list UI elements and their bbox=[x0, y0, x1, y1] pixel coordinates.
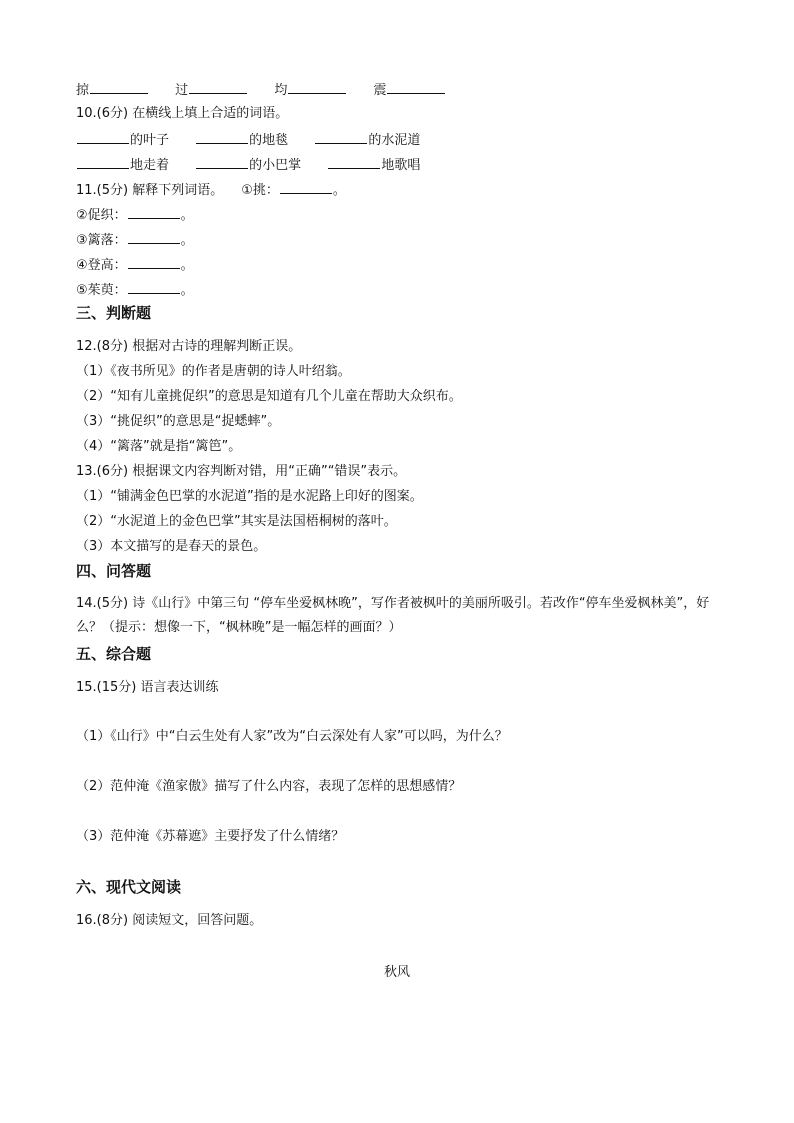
q11-term: ①挑： bbox=[241, 183, 279, 198]
answer-blank[interactable] bbox=[189, 79, 247, 94]
q10-word: 的叶子 bbox=[130, 133, 170, 148]
q12-item: （3）“挑促织”的意思是“捉蟋蟀”。 bbox=[76, 414, 281, 429]
answer-blank[interactable] bbox=[196, 154, 248, 169]
q13-item: （3）本文描写的是春天的景色。 bbox=[76, 539, 267, 554]
q11-term: ④登高： bbox=[76, 258, 127, 273]
answer-blank[interactable] bbox=[315, 129, 367, 144]
answer-blank[interactable] bbox=[77, 154, 129, 169]
q12-stem: 12.(8分) 根据对古诗的理解判断正误。 bbox=[76, 339, 302, 354]
q11-period: 。 bbox=[332, 183, 346, 198]
q16-stem: 16.(8分) 阅读短文，回答问题。 bbox=[76, 913, 263, 928]
q11-period: 。 bbox=[180, 283, 194, 298]
q13-item: （1）“铺满金色巴掌的水泥道”指的是水泥路上印好的图案。 bbox=[76, 489, 423, 504]
answer-blank[interactable] bbox=[77, 129, 129, 144]
answer-blank[interactable] bbox=[128, 254, 180, 269]
answer-blank[interactable] bbox=[128, 229, 180, 244]
q11-item bbox=[76, 229, 194, 251]
answer-blank[interactable] bbox=[196, 129, 248, 144]
q12-item: （1）《夜书所见》的作者是唐朝的诗人叶绍翁。 bbox=[76, 364, 351, 379]
section-title: 四、问答题 bbox=[76, 562, 152, 580]
q12-item: （2）“知有儿童挑促织”的意思是知道有几个儿童在帮助大众织布。 bbox=[76, 389, 462, 404]
q11-term: ⑤茱萸： bbox=[76, 283, 127, 298]
q11-period: 。 bbox=[180, 233, 194, 248]
q12-item: （4）“篱落”就是指“篱笆”。 bbox=[76, 439, 242, 454]
q10-row-2 bbox=[76, 154, 420, 176]
q15-item: （1）《山行》中“白云生处有人家”改为“白云深处有人家”可以吗，为什么？ bbox=[76, 729, 508, 744]
q11-item bbox=[76, 254, 194, 276]
answer-blank[interactable] bbox=[90, 79, 148, 94]
q9-char-1: 掠 bbox=[76, 83, 90, 98]
section-title: 六、现代文阅读 bbox=[76, 878, 182, 896]
q11-item bbox=[76, 204, 194, 226]
q9-char-4: 震 bbox=[373, 83, 387, 98]
answer-blank[interactable] bbox=[128, 279, 180, 294]
article-title: 秋风 bbox=[383, 965, 410, 980]
q11-stem: 11.(5分) 解释下列词语。 bbox=[76, 183, 224, 198]
q11-term: ③篱落： bbox=[76, 233, 127, 248]
answer-blank[interactable] bbox=[387, 79, 445, 94]
q9-word-row bbox=[76, 79, 446, 101]
q10-row-1 bbox=[76, 129, 420, 151]
q10-word: 的小巴掌 bbox=[249, 158, 302, 173]
q14-text: 14.(5分) 诗《山行》中第三句 “停车坐爱枫林晚”，写作者被枫叶的美丽所吸引。若改作“停车坐爱枫林美”，好么？（提示：想像一下，“枫林晚”是一幅怎样的画面？） bbox=[76, 596, 710, 635]
q13-stem: 13.(6分) 根据课文内容判断对错，用“正确”“错误”表示。 bbox=[76, 464, 407, 479]
answer-blank[interactable] bbox=[288, 79, 346, 94]
section-title: 三、判断题 bbox=[76, 304, 152, 322]
q11-period: 。 bbox=[180, 208, 194, 223]
q11-term: ②促织： bbox=[76, 208, 127, 223]
q9-char-3: 均 bbox=[274, 83, 288, 98]
q11-stem-row bbox=[76, 179, 346, 201]
q13-item: （2）“水泥道上的金色巴掌”其实是法国梧桐树的落叶。 bbox=[76, 514, 397, 529]
q15-stem: 15.(15分) 语言表达训练 bbox=[76, 680, 219, 695]
q10-word: 的地毯 bbox=[249, 133, 289, 148]
q10-stem: 10.(6分) 在横线上填上合适的词语。 bbox=[76, 106, 289, 121]
q15-item: （2）范仲淹《渔家傲》描写了什么内容，表现了怎样的思想感情？ bbox=[76, 779, 462, 794]
q9-char-2: 过 bbox=[175, 83, 189, 98]
q11-item bbox=[76, 279, 194, 301]
q15-item: （3）范仲淹《苏幕遮》主要抒发了什么情绪？ bbox=[76, 829, 345, 844]
answer-blank[interactable] bbox=[280, 179, 332, 194]
q11-period: 。 bbox=[180, 258, 194, 273]
q10-word: 的水泥道 bbox=[368, 133, 421, 148]
q10-word: 地歌唱 bbox=[381, 158, 421, 173]
answer-blank[interactable] bbox=[328, 154, 380, 169]
q10-word: 地走着 bbox=[130, 158, 170, 173]
section-title: 五、综合题 bbox=[76, 645, 152, 663]
answer-blank[interactable] bbox=[128, 204, 180, 219]
